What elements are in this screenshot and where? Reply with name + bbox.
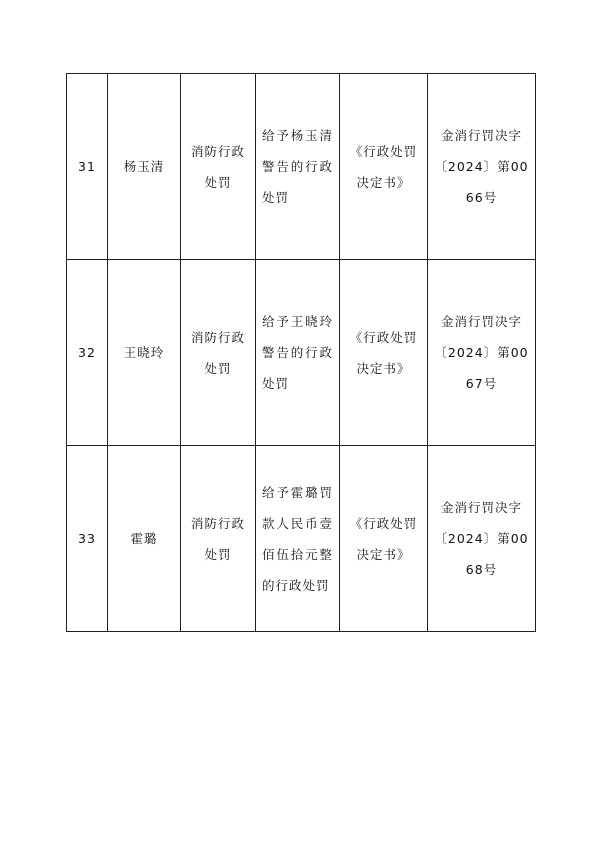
row-number: 33 <box>67 446 108 632</box>
decision-document <box>340 74 428 260</box>
penalty-content <box>256 74 340 260</box>
penalty-type <box>181 446 256 632</box>
penalty-type-text: 消防行政处罚 <box>190 143 245 190</box>
party-name: 霍璐 <box>108 446 181 632</box>
document-reference <box>428 74 536 260</box>
document-reference-text: 金消行罚决字〔2024〕第0066号 <box>434 128 529 205</box>
table-row <box>67 446 536 632</box>
penalty-content-text: 给予王晓玲警告的行政处罚 <box>262 314 333 391</box>
penalty-type <box>181 260 256 446</box>
row-number: 31 <box>67 74 108 260</box>
document-reference <box>428 446 536 632</box>
decision-document <box>340 260 428 446</box>
document-reference-text: 金消行罚决字〔2024〕第0067号 <box>434 314 529 391</box>
penalty-content-text: 给予霍璐罚款人民币壹佰伍拾元整的行政处罚 <box>262 484 333 593</box>
penalty-type-text: 消防行政处罚 <box>190 515 245 562</box>
table-row <box>67 74 536 260</box>
party-name: 王晓玲 <box>108 260 181 446</box>
decision-document <box>340 446 428 632</box>
decision-document-text: 《行政处罚决定书》 <box>349 329 418 376</box>
penalty-type <box>181 74 256 260</box>
decision-document-text: 《行政处罚决定书》 <box>349 515 418 562</box>
decision-document-text: 《行政处罚决定书》 <box>349 143 418 190</box>
penalty-content <box>256 260 340 446</box>
row-number: 32 <box>67 260 108 446</box>
party-name: 杨玉清 <box>108 74 181 260</box>
table-row <box>67 260 536 446</box>
penalty-type-text: 消防行政处罚 <box>190 329 245 376</box>
penalty-content <box>256 446 340 632</box>
penalty-content-text: 给予杨玉清警告的行政处罚 <box>262 128 333 205</box>
document-reference-text: 金消行罚决字〔2024〕第0068号 <box>434 500 529 577</box>
document-reference <box>428 260 536 446</box>
penalty-records-table <box>66 73 536 632</box>
